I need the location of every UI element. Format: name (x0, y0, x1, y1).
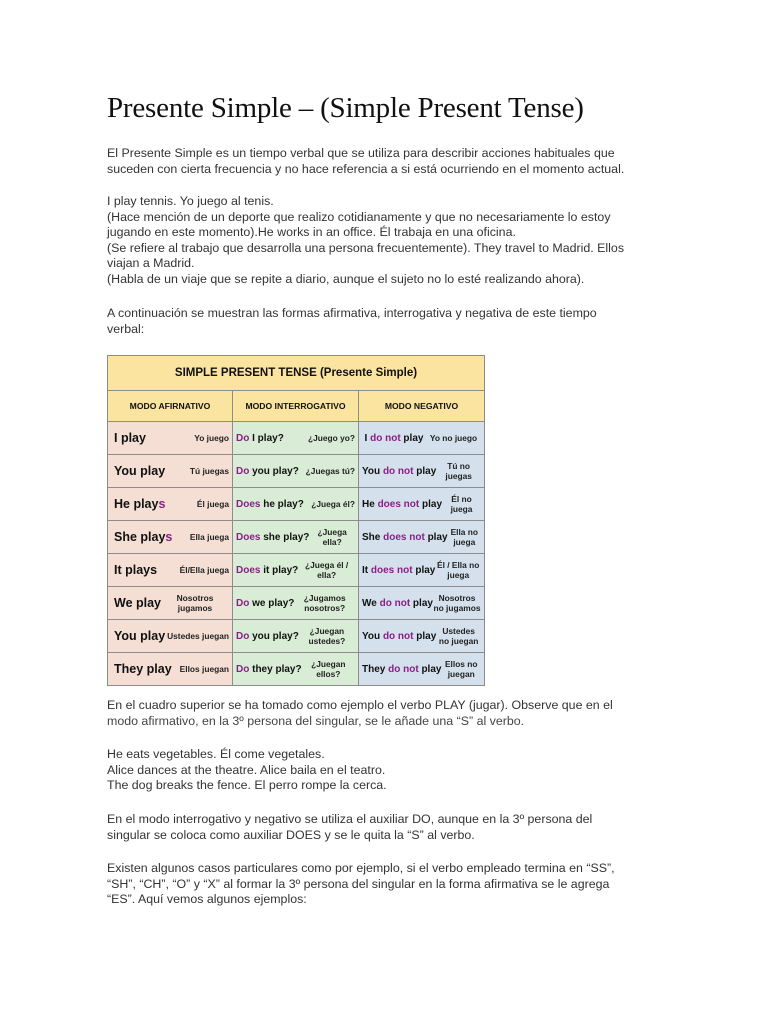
affirmative-form (111, 662, 172, 676)
affirmative-verb: I play (114, 431, 146, 445)
negative-translation: Yo no juego (429, 433, 478, 443)
negative-subject: You (362, 630, 383, 642)
negative-verb: play (413, 465, 437, 477)
negative-cell (359, 587, 485, 620)
interrogative-rest: I play? (249, 432, 284, 444)
affirmative-form (111, 431, 146, 445)
negative-translation: Él / Ella no juega (437, 560, 480, 580)
table-row (108, 620, 485, 653)
interrogative-cell (233, 620, 359, 653)
affirmative-cell (108, 653, 233, 686)
table-row (108, 587, 485, 620)
page-title: Presente Simple – (Simple Present Tense) (107, 92, 584, 124)
interrogative-aux: Does (236, 498, 261, 510)
table-body (108, 422, 485, 686)
negative-subject: We (362, 597, 380, 609)
affirmative-cell (108, 455, 233, 488)
table-row (108, 554, 485, 587)
negative-verb: play (412, 564, 436, 576)
header-negative: MODO NEGATIVO (359, 391, 485, 422)
interrogative-cell (233, 488, 359, 521)
text-line: jugando en este momento).He works in an office. Él trabaja en una oficina. (107, 225, 516, 240)
interrogative-translation: ¿Juegas tú? (305, 466, 355, 476)
interrogative-translation: ¿Juega él / ella? (304, 560, 349, 580)
negative-form (362, 563, 435, 578)
table-title: SIMPLE PRESENT TENSE (Presente Simple) (108, 356, 485, 391)
negative-verb: play (410, 597, 433, 609)
negative-subject: He (362, 498, 378, 510)
interrogative-form (236, 631, 299, 642)
negative-translation: Ellos no juegan (444, 659, 478, 679)
negative-form (362, 431, 426, 446)
text-line: El Presente Simple es un tiempo verbal que se utiliza para describir acciones habituales que (107, 146, 615, 160)
interrogative-form (236, 565, 298, 576)
negative-verb: play (419, 498, 443, 510)
negative-cell (359, 653, 485, 686)
negative-aux: does not (370, 564, 413, 576)
text-line: Alice dances at the theatre. Alice baila en el teatro. (107, 762, 386, 777)
affirmative-verb: We play (114, 596, 162, 610)
interrogative-form (236, 433, 284, 444)
table-row (108, 521, 485, 554)
interrogative-rest: she play? (260, 531, 310, 543)
interrogative-form (236, 664, 302, 675)
affirmative-form (111, 596, 161, 610)
affirmative-translation: Él juega (196, 499, 229, 509)
negative-verb: play (400, 432, 424, 444)
text-line: modo afirmativo, en la 3º persona del singular, se le añade una “S” al verbo. (107, 713, 525, 728)
text-line: Existen algunos casos particulares como por ejemplo, si el verbo empleado termina en “SS”, (107, 861, 615, 875)
negative-cell (359, 521, 485, 554)
intro-paragraph (107, 146, 624, 177)
negative-translation: Ustedes no juegan (438, 626, 479, 646)
negative-form (362, 530, 448, 545)
interrogative-cell (233, 653, 359, 686)
text-line: En el cuadro superior se ha tomado como ejemplo el verbo PLAY (jugar). Observe que en el (107, 698, 613, 712)
interrogative-rest: we play? (249, 597, 295, 609)
negative-form (362, 497, 442, 512)
affirmative-verb: You play (114, 464, 166, 478)
affirmative-s: s (158, 497, 166, 511)
negative-cell (359, 620, 485, 653)
header-affirmative: MODO AFIRNATIVO (108, 391, 233, 422)
text-line: He eats vegetables. Él come vegetales. (107, 747, 325, 761)
text-line: “SH”, “CH”, “O” y “X” al formar la 3º persona del singular en la forma afirmativa se le agrega (107, 876, 610, 891)
interrogative-aux: Do (236, 663, 250, 675)
text-line: (Habla de un viaje que se repite a diario, aunque el sujeto no lo esté realizando ahora). (107, 271, 585, 286)
interrogative-translation: ¿Juegan ustedes? (308, 626, 346, 646)
negative-aux: do not (370, 432, 401, 444)
interrogative-cell (233, 587, 359, 620)
text-line: singular se coloca como auxiliar DOES y se le quita la “S” al verbo. (107, 827, 475, 842)
affirmative-cell (108, 587, 233, 620)
negative-form (362, 629, 436, 644)
text-line: En el modo interrogativo y negativo se utiliza el auxiliar DO, aunque en la 3º persona del (107, 812, 593, 826)
affirmative-cell (108, 422, 233, 455)
after-table-paragraph (107, 698, 613, 729)
negative-subject: I (364, 432, 371, 444)
negative-form (362, 596, 433, 611)
special-cases-paragraph (107, 861, 615, 908)
negative-cell (359, 554, 485, 587)
interrogative-translation: ¿Jugamos nosotros? (303, 593, 346, 613)
affirmative-translation: Él/Ella juega (179, 565, 229, 575)
interrogative-rest: you play? (249, 465, 299, 477)
negative-translation: Ella no juega (450, 527, 479, 547)
text-line: A continuación se muestran las formas afirmativa, interrogativa y negativa de este tiempo (107, 306, 597, 320)
negative-translation: Nosotros no jugamos (433, 593, 481, 613)
negative-cell (359, 422, 485, 455)
interrogative-aux: Does (236, 531, 261, 543)
interrogative-aux: Do (236, 630, 250, 642)
interrogative-form (236, 499, 304, 510)
affirmative-translation: Ellos juegan (179, 664, 229, 674)
negative-cell (359, 455, 485, 488)
negative-aux: do not (379, 597, 411, 609)
negative-translation: Él no juega (450, 494, 473, 514)
negative-subject: They (362, 663, 389, 675)
interrogative-cell (233, 554, 359, 587)
interrogative-cell (233, 422, 359, 455)
interrogative-translation: ¿Juega ella? (317, 527, 347, 547)
interrogative-form (236, 532, 309, 543)
negative-cell (359, 488, 485, 521)
interrogative-aux: Do (236, 432, 250, 444)
negative-aux: do not (388, 663, 419, 675)
interrogative-form (236, 598, 294, 609)
header-interrogative: MODO INTERROGATIVO (233, 391, 359, 422)
auxiliary-paragraph (107, 812, 592, 843)
affirmative-form (111, 530, 172, 544)
text-line: suceden con cierta frecuencia y no hace referencia a si está ocurriendo en el momento actual. (107, 161, 625, 176)
affirmative-s: s (165, 530, 173, 544)
text-line: The dog breaks the fence. El perro rompe la cerca. (107, 778, 387, 793)
negative-subject: It (362, 564, 371, 576)
table-row (108, 653, 485, 686)
interrogative-aux: Does (236, 564, 261, 576)
text-line: verbal: (107, 321, 145, 336)
affirmative-translation: Ella juega (189, 532, 229, 542)
interrogative-aux: Do (236, 597, 250, 609)
table-row (108, 455, 485, 488)
interrogative-rest: they play? (249, 663, 302, 675)
affirmative-translation: Ustedes juegan (167, 631, 229, 641)
text-line: (Hace mención de un deporte que realizo cotidianamente y que no necesariamente lo estoy (107, 209, 611, 224)
interrogative-rest: you play? (249, 630, 299, 642)
negative-form (362, 662, 441, 677)
interrogative-rest: he play? (260, 498, 304, 510)
example-sentences (107, 747, 387, 794)
negative-verb: play (418, 663, 442, 675)
interrogative-form (236, 466, 299, 477)
affirmative-cell (108, 554, 233, 587)
affirmative-verb: They play (114, 662, 172, 676)
negative-subject: She (362, 531, 384, 543)
negative-verb: play (413, 630, 437, 642)
affirmative-form (111, 464, 165, 478)
table-row (108, 488, 485, 521)
interrogative-aux: Do (236, 465, 250, 477)
negative-aux: does not (383, 531, 425, 543)
affirmative-form (111, 497, 165, 511)
affirmative-verb: You play (114, 629, 166, 643)
text-line: I play tennis. Yo juego al tenis. (107, 194, 274, 208)
negative-aux: do not (382, 630, 414, 642)
affirmative-cell (108, 488, 233, 521)
affirmative-cell (108, 521, 233, 554)
table-row (108, 422, 485, 455)
interrogative-translation: ¿Juegan ellos? (311, 659, 346, 679)
affirmative-verb: He play (114, 497, 159, 511)
affirmative-translation: Nosotros jugamos (176, 593, 214, 613)
text-line: “ES”. Aquí vemos algunos ejemplos: (107, 892, 307, 907)
interrogative-cell (233, 521, 359, 554)
conjugation-table (107, 355, 485, 686)
forms-intro-paragraph (107, 306, 597, 337)
affirmative-verb: She play (114, 530, 166, 544)
interrogative-cell (233, 455, 359, 488)
affirmative-verb: It plays (114, 563, 158, 577)
affirmative-translation: Tú juegas (189, 466, 229, 476)
interrogative-translation: ¿Juego yo? (308, 433, 355, 443)
interrogative-translation: ¿Juega él? (311, 499, 355, 509)
negative-translation: Tú no juegas (445, 461, 472, 481)
affirmative-form (111, 563, 157, 577)
negative-aux: does not (377, 498, 420, 510)
affirmative-translation: Yo juego (194, 433, 229, 443)
text-line: viajan a Madrid. (107, 256, 195, 271)
affirmative-form (111, 629, 165, 643)
negative-subject: You (362, 465, 383, 477)
affirmative-cell (108, 620, 233, 653)
interrogative-rest: it play? (260, 564, 299, 576)
text-line: (Se refiere al trabajo que desarrolla una persona frecuentemente). They travel to Madrid. Ellos (107, 240, 625, 255)
negative-form (362, 464, 436, 479)
negative-aux: do not (382, 465, 414, 477)
negative-verb: play (424, 531, 448, 543)
examples-paragraph (107, 194, 624, 288)
